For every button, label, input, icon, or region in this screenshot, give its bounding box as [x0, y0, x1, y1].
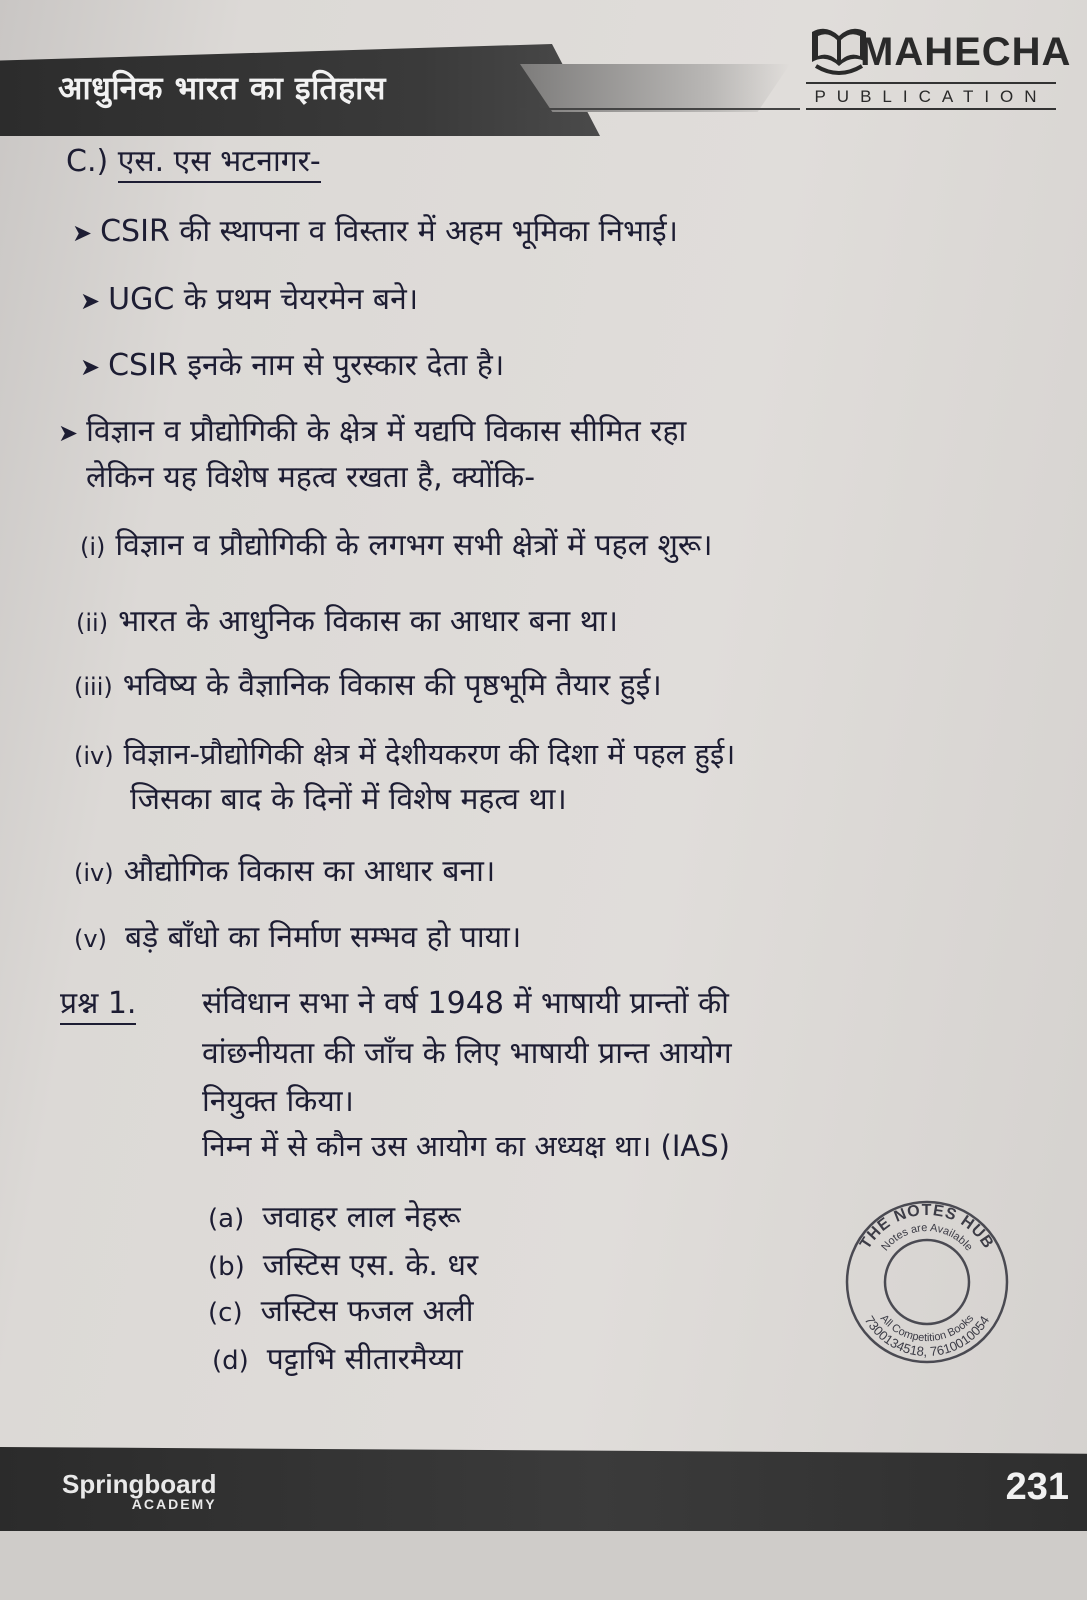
stamp-top-text: THE NOTES HUB: [857, 1202, 997, 1253]
point-text: विज्ञान-प्रौद्योगिकी क्षेत्र में देशीयकरण की दिशा में पहल हुई।: [123, 737, 736, 771]
option-key: (a): [208, 1204, 245, 1234]
stamp-inner-text: Notes are Available: [879, 1221, 975, 1254]
publisher-name: MAHECHA: [860, 30, 1072, 74]
option-key: (c): [208, 1298, 243, 1328]
stamp-bottom-text: All Competition Books: [877, 1312, 977, 1345]
section-marker: C.): [66, 144, 109, 179]
option-b: [208, 1246, 478, 1287]
bullet-continuation: लेकिन यह विशेष महत्व रखता है, क्योंकि-: [86, 460, 536, 495]
section-heading: [66, 142, 321, 182]
arrow-bullet-icon: ➤: [58, 419, 79, 447]
page-bottom-edge: [0, 1531, 1087, 1600]
option-text: जवाहर लाल नेहरू: [262, 1200, 461, 1235]
point-text: भारत के आधुनिक विकास का आधार बना था।: [118, 604, 619, 639]
footer-brand: Springboard: [62, 1469, 217, 1499]
option-text: पट्टाभि सीतारमैय्या: [266, 1342, 463, 1377]
point-item: [74, 734, 735, 776]
point-text: विज्ञान व प्रौद्योगिकी के लगभग सभी क्षेत्रों में पहल शुरू।: [115, 528, 713, 563]
publisher-logo: [806, 22, 1072, 108]
bullet-item: [58, 412, 686, 453]
point-text: औद्योगिक विकास का आधार बना।: [123, 854, 496, 889]
option-c: [208, 1292, 474, 1333]
question-label: [60, 984, 136, 1024]
arrow-bullet-icon: ➤: [72, 219, 93, 247]
point-number: (iv): [74, 859, 114, 887]
point-number: (v): [74, 925, 107, 953]
question-line: निम्न में से कौन उस आयोग का अध्यक्ष था। (IAS): [202, 1129, 730, 1163]
footer-logo: [62, 1470, 217, 1512]
bullet-item: [80, 346, 504, 387]
arrow-bullet-icon: ➤: [80, 287, 101, 315]
bullet-text: UGC के प्रथम चेयरमेन बने।: [108, 282, 419, 317]
section-title: एस. एस भटनागर-: [118, 144, 321, 183]
point-item: [74, 666, 662, 707]
notes-hub-stamp: [842, 1196, 1012, 1368]
option-text: जस्टिस फजल अली: [260, 1294, 474, 1329]
arrow-bullet-icon: ➤: [80, 353, 101, 381]
point-text: भविष्य के वैज्ञानिक विकास की पृष्ठभूमि तैयार हुई।: [122, 668, 662, 703]
question-line: नियुक्त किया।: [202, 1084, 354, 1119]
point-number: (i): [80, 533, 106, 561]
option-key: (d): [212, 1346, 249, 1376]
bullet-text: विज्ञान व प्रौद्योगिकी के क्षेत्र में यद्यपि विकास सीमित रहा: [86, 414, 687, 449]
question-line: वांछनीयता की जाँच के लिए भाषायी प्रान्त आयोग: [202, 1036, 732, 1071]
point-number: (ii): [76, 609, 109, 637]
header-accent: [520, 64, 790, 112]
option-a: [208, 1198, 461, 1239]
stamp-phone-text: 7300134518, 7610010054: [861, 1313, 993, 1360]
point-number: (iv): [74, 742, 114, 770]
option-text: जस्टिस एस. के. धर: [262, 1248, 479, 1283]
publisher-subtitle: PUBLICATION: [806, 82, 1056, 110]
point-continuation: जिसका बाद के दिनों में विशेष महत्व था।: [130, 782, 567, 817]
option-d: [212, 1340, 463, 1381]
bullet-text: CSIR की स्थापना व विस्तार में अहम भूमिका निभाई।: [100, 214, 679, 249]
question-line: संविधान सभा ने वर्ष 1948 में भाषायी प्रान्तों की: [202, 986, 729, 1021]
point-number: (iii): [74, 673, 113, 701]
point-item: [80, 526, 713, 567]
bullet-item: [80, 280, 418, 321]
footer-brand-sub: ACADEMY: [131, 1496, 217, 1512]
point-text: बड़े बाँधो का निर्माण सम्भव हो पाया।: [124, 920, 522, 955]
book-title: आधुनिक भारत का इतिहास: [58, 69, 387, 107]
point-item: [76, 602, 618, 643]
question-number: प्रश्न 1.: [60, 986, 136, 1025]
header-rule: [520, 108, 800, 110]
page-number: 231: [1005, 1466, 1069, 1508]
point-item: [74, 852, 495, 893]
option-key: (b): [208, 1252, 245, 1282]
bullet-item: [72, 212, 678, 253]
bullet-text: CSIR इनके नाम से पुरस्कार देता है।: [108, 348, 505, 383]
point-item: [74, 918, 521, 959]
